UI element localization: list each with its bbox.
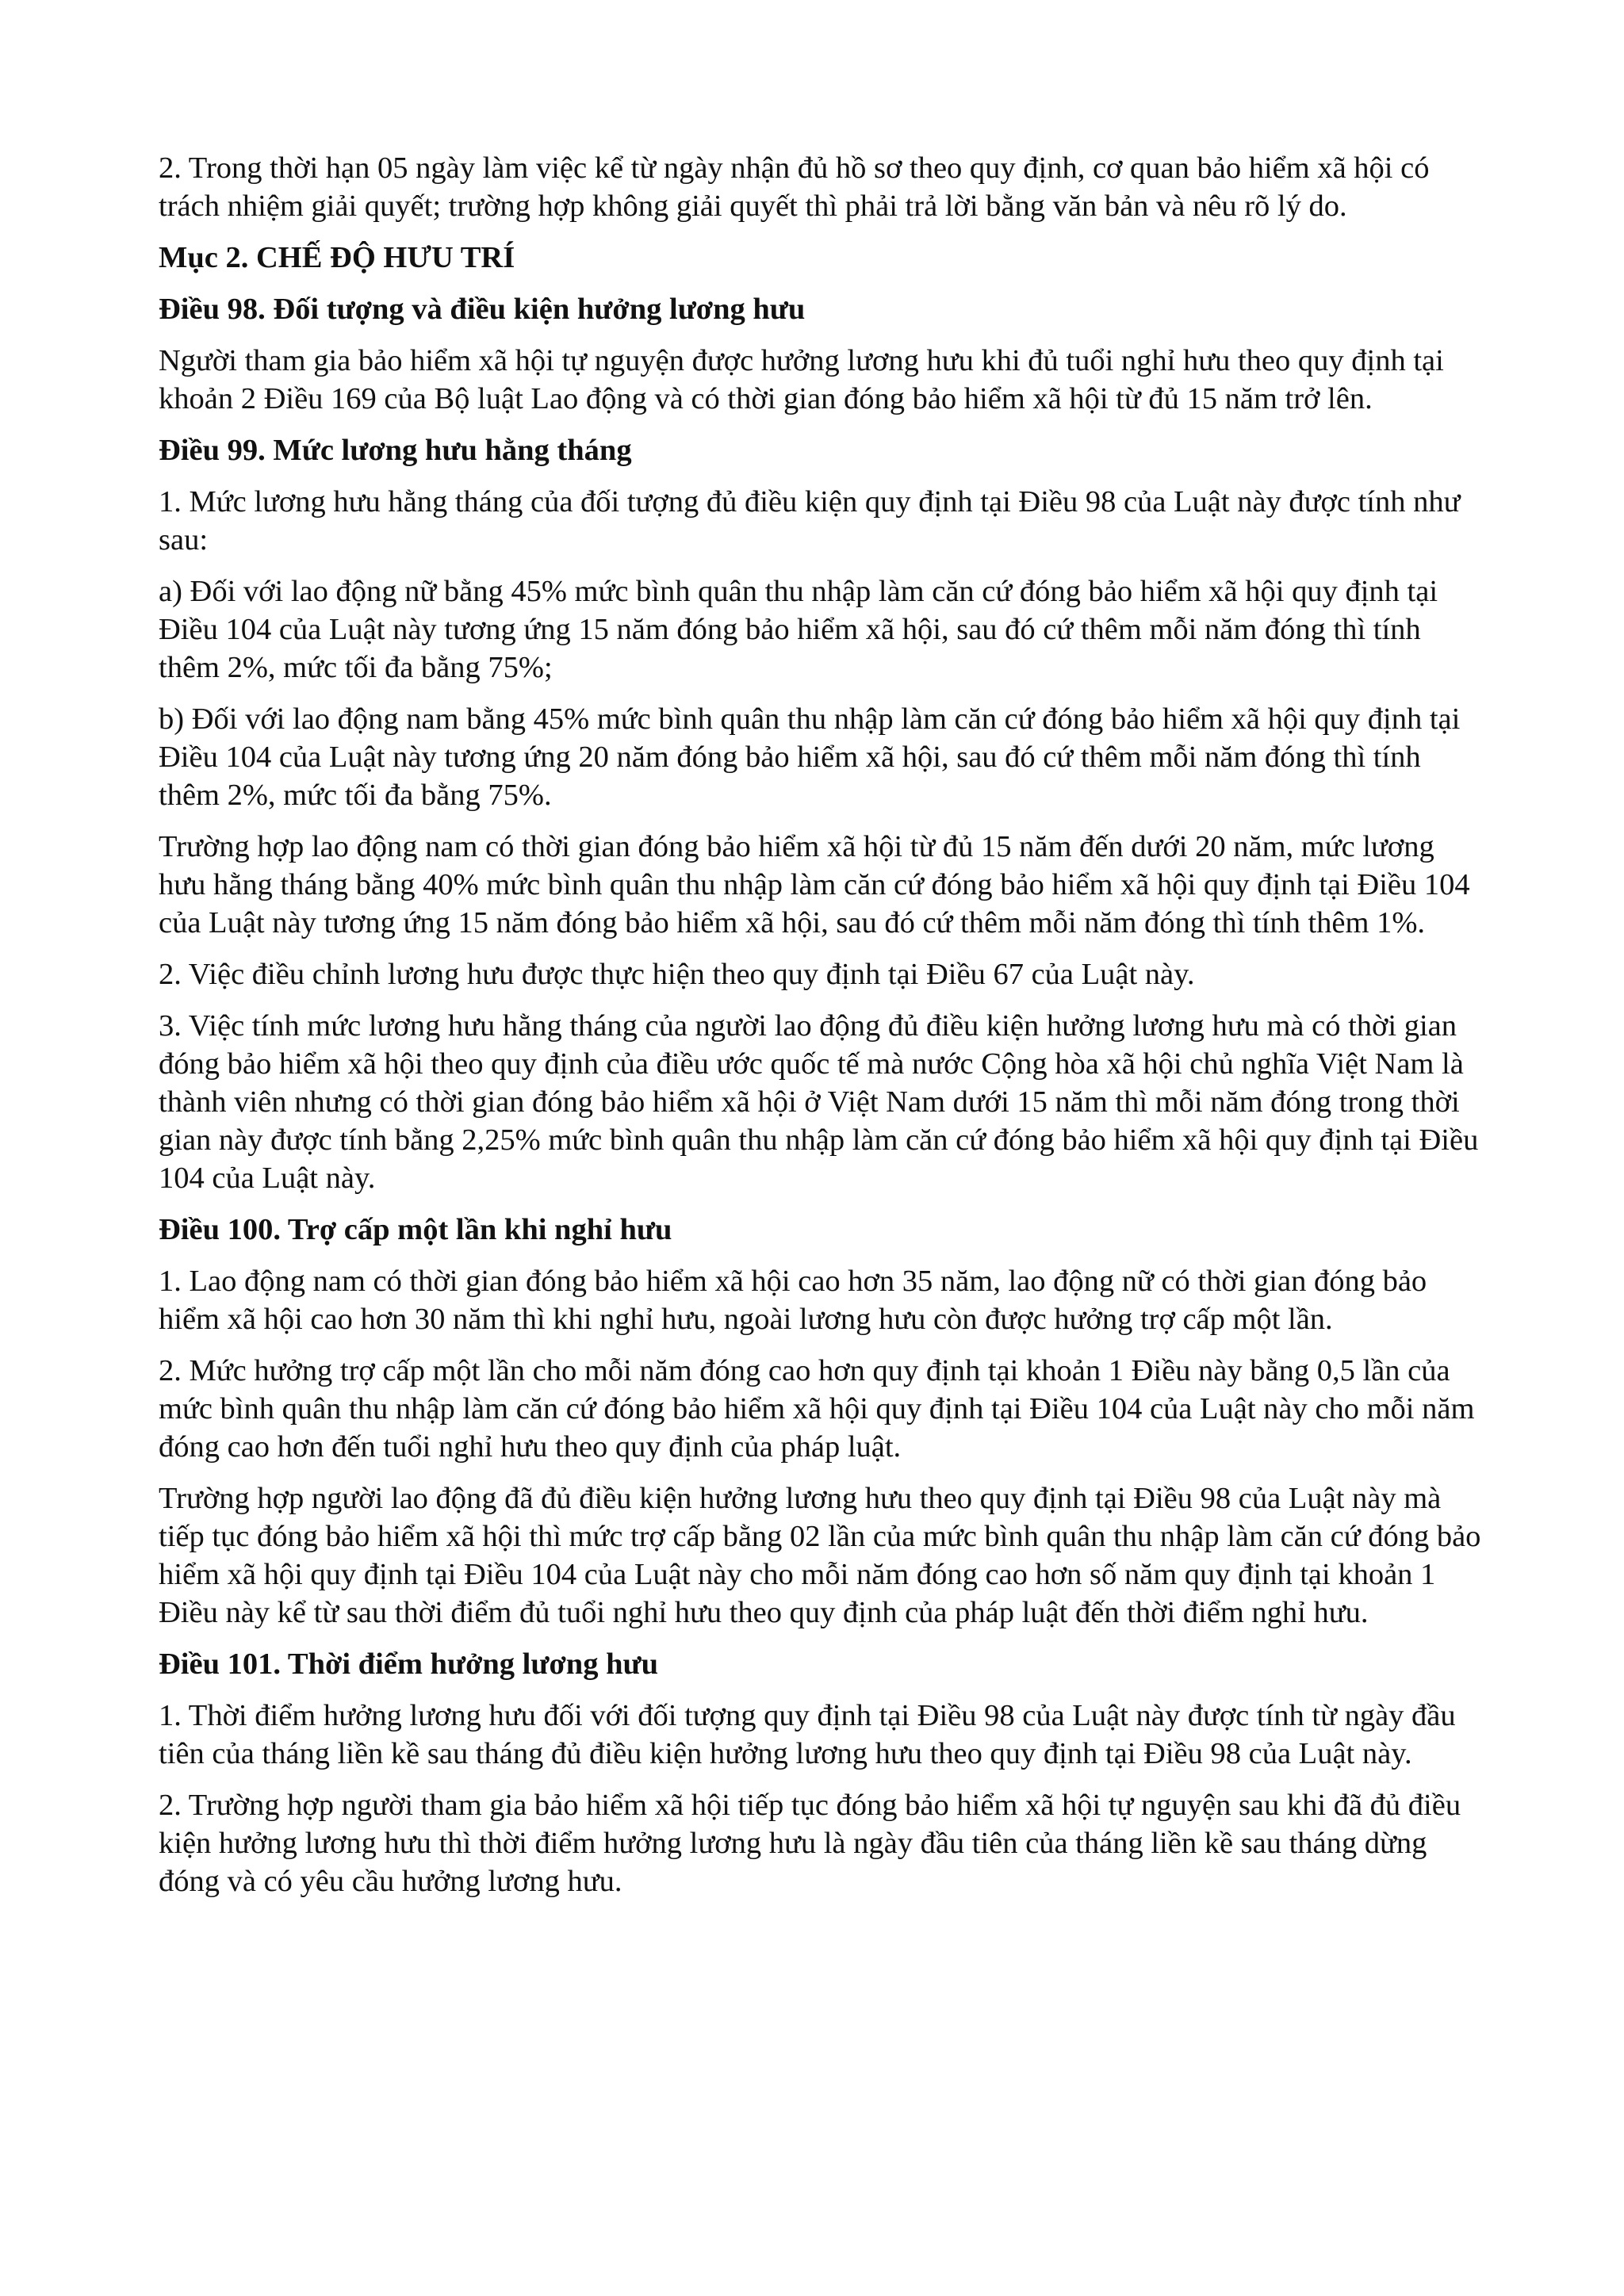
document-page bbox=[159, 149, 1484, 1914]
paragraph: Trường hợp lao động nam có thời gian đóng bảo hiểm xã hội từ đủ 15 năm đến dưới 20 năm, mức lương hưu hằng tháng bằng 40% mức bình quân thu nhập làm căn cứ đóng bảo hiểm xã hội quy định tại Điều 104 của Luật này tương ứng 15 năm đóng bảo hiểm xã hội, sau đó cứ thêm mỗi năm đóng thì tính thêm 1%. bbox=[159, 830, 1470, 939]
paragraph: 2. Trong thời hạn 05 ngày làm việc kể từ ngày nhận đủ hồ sơ theo quy định, cơ quan bảo hiểm xã hội có trách nhiệm giải quyết; trường hợp không giải quyết thì phải trả lời bằng văn bản và nêu rõ lý do. bbox=[159, 151, 1430, 223]
paragraph: Trường hợp người lao động đã đủ điều kiện hưởng lương hưu theo quy định tại Điều 98 của Luật này mà tiếp tục đóng bảo hiểm xã hội thì mức trợ cấp bằng 02 lần của mức bình quân thu nhập làm căn cứ đóng bảo hiểm xã hội quy định tại Điều 104 của Luật này cho mỗi năm đóng cao hơn số năm quy định tại khoản 1 Điều này kể từ sau thời điểm đủ tuổi nghỉ hưu theo quy định của pháp luật đến thời điểm nghỉ hưu. bbox=[159, 1482, 1481, 1629]
paragraph: 1. Lao động nam có thời gian đóng bảo hiểm xã hội cao hơn 35 năm, lao động nữ có thời gian đóng bảo hiểm xã hội cao hơn 30 năm thì khi nghỉ hưu, ngoài lương hưu còn được hưởng trợ cấp một lần. bbox=[159, 1265, 1427, 1336]
paragraph: a) Đối với lao động nữ bằng 45% mức bình quân thu nhập làm căn cứ đóng bảo hiểm xã hội quy định tại Điều 104 của Luật này tương ứng 15 năm đóng bảo hiểm xã hội, sau đó cứ thêm mỗi năm đóng thì tính thêm 2%, mức tối đa bằng 75%; bbox=[159, 575, 1438, 684]
paragraph: 1. Mức lương hưu hằng tháng của đối tượng đủ điều kiện quy định tại Điều 98 của Luật này được tính như sau: bbox=[159, 485, 1461, 557]
paragraph: 3. Việc tính mức lương hưu hằng tháng của người lao động đủ điều kiện hưởng lương hưu mà có thời gian đóng bảo hiểm xã hội theo quy định của điều ước quốc tế mà nước Cộng hòa xã hội chủ nghĩa Việt Nam là thành viên nhưng có thời gian đóng bảo hiểm xã hội ở Việt Nam dưới 15 năm thì mỗi năm đóng trong thời gian này được tính bằng 2,25% mức bình quân thu nhập làm căn cứ đóng bảo hiểm xã hội quy định tại Điều 104 của Luật này. bbox=[159, 1009, 1479, 1195]
paragraph: 2. Trường hợp người tham gia bảo hiểm xã hội tiếp tục đóng bảo hiểm xã hội tự nguyện sau khi đã đủ điều kiện hưởng lương hưu thì thời điểm hưởng lương hưu là ngày đầu tiên của tháng liền kề sau tháng dừng đóng và có yêu cầu hưởng lương hưu. bbox=[159, 1789, 1461, 1898]
paragraph: b) Đối với lao động nam bằng 45% mức bình quân thu nhập làm căn cứ đóng bảo hiểm xã hội quy định tại Điều 104 của Luật này tương ứng 20 năm đóng bảo hiểm xã hội, sau đó cứ thêm mỗi năm đóng thì tính thêm 2%, mức tối đa bằng 75%. bbox=[159, 702, 1461, 812]
paragraph: 2. Mức hưởng trợ cấp một lần cho mỗi năm đóng cao hơn quy định tại khoản 1 Điều này bằng 0,5 lần của mức bình quân thu nhập làm căn cứ đóng bảo hiểm xã hội quy định tại Điều 104 của Luật này cho mỗi năm đóng cao hơn đến tuổi nghỉ hưu theo quy định của pháp luật. bbox=[159, 1354, 1475, 1464]
paragraph: 1. Thời điểm hưởng lương hưu đối với đối tượng quy định tại Điều 98 của Luật này được tính từ ngày đầu tiên của tháng liền kề sau tháng đủ điều kiện hưởng lương hưu theo quy định tại Điều 98 của Luật này. bbox=[159, 1699, 1456, 1770]
article-heading: Điều 101. Thời điểm hưởng lương hưu bbox=[159, 1647, 659, 1681]
article-heading: Điều 99. Mức lương hưu hằng tháng bbox=[159, 434, 632, 467]
article-heading: Điều 100. Trợ cấp một lần khi nghỉ hưu bbox=[159, 1213, 672, 1246]
paragraph: Người tham gia bảo hiểm xã hội tự nguyện được hưởng lương hưu khi đủ tuổi nghỉ hưu theo quy định tại khoản 2 Điều 169 của Bộ luật Lao động và có thời gian đóng bảo hiểm xã hội từ đủ 15 năm trở lên. bbox=[159, 344, 1444, 415]
section-heading: Mục 2. CHẾ ĐỘ HƯU TRÍ bbox=[159, 241, 515, 274]
article-heading: Điều 98. Đối tượng và điều kiện hưởng lương hưu bbox=[159, 293, 806, 326]
paragraph: 2. Việc điều chỉnh lương hưu được thực hiện theo quy định tại Điều 67 của Luật này. bbox=[159, 958, 1195, 991]
